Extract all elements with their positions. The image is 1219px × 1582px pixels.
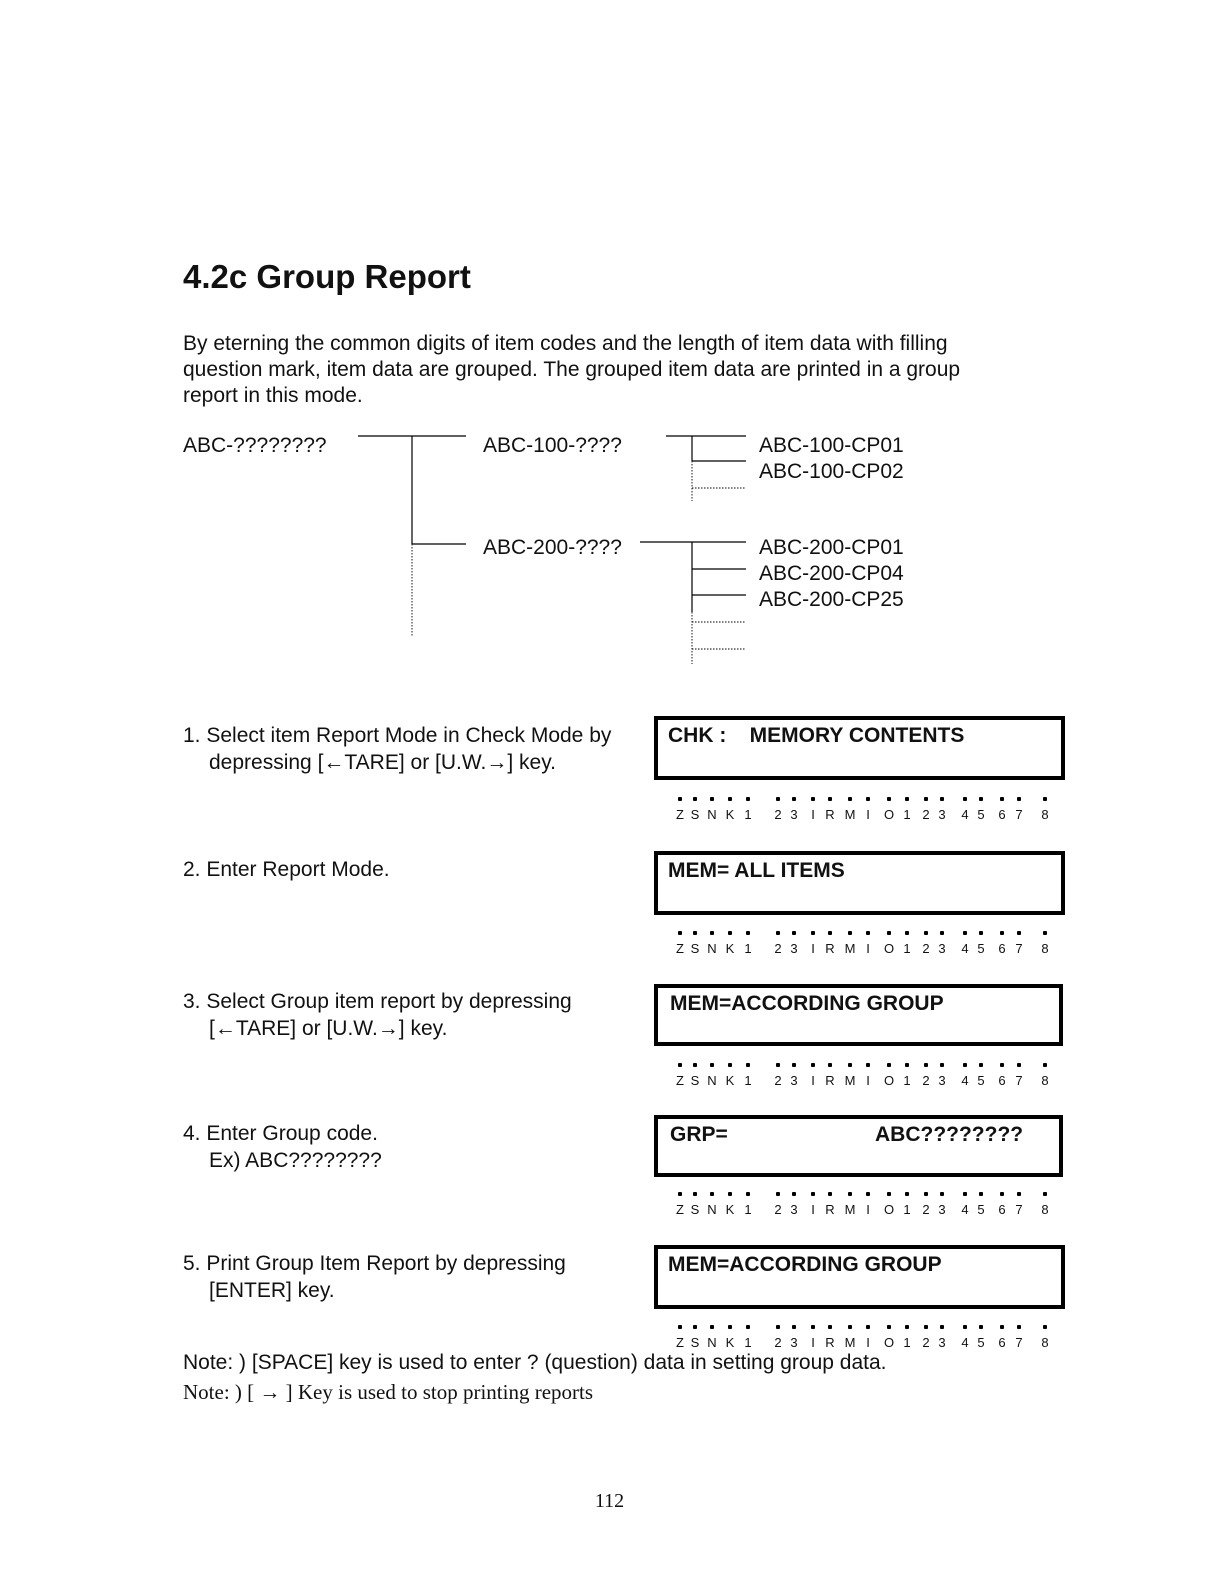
indicator-label: R [825, 1335, 835, 1350]
indicator-label: K [725, 1202, 735, 1217]
indicator-dot [1017, 931, 1021, 935]
indicator-label: 5 [977, 1202, 985, 1217]
indicator-dot [678, 1325, 682, 1329]
indicator-dot [940, 1192, 944, 1196]
indicator-label: S [690, 941, 700, 956]
indicator-label: 1 [903, 1202, 911, 1217]
indicator-dot [1017, 1063, 1021, 1067]
indicator-dot [866, 1192, 870, 1196]
indicator-label: 8 [1041, 1335, 1049, 1350]
intro-line: By eterning the common digits of item codes and the length of item data with filling [183, 332, 948, 355]
indicator-label: O [883, 1335, 895, 1350]
indicator-dot [887, 1325, 891, 1329]
indicator-dot [905, 1325, 909, 1329]
indicator-label: 7 [1015, 941, 1023, 956]
indicator-label: 8 [1041, 1073, 1049, 1088]
indicator-dot [940, 931, 944, 935]
indicator-dot [728, 1325, 732, 1329]
indicator-label: 3 [790, 807, 798, 822]
indicator-label: 5 [977, 1335, 985, 1350]
indicator-dot [848, 931, 852, 935]
indicator-dot [776, 1063, 780, 1067]
indicator-dot [776, 797, 780, 801]
step-line: 1. Select item Report Mode in Check Mode by [183, 724, 612, 747]
indicator-label: R [825, 807, 835, 822]
indicator-dot [924, 1325, 928, 1329]
indicator-label: 3 [938, 807, 946, 822]
step-line: 5. Print Group Item Report by depressing [183, 1252, 566, 1275]
indicator-label: 1 [903, 941, 911, 956]
indicator-label: 6 [998, 941, 1006, 956]
indicator-label: O [883, 1073, 895, 1088]
note-space-key: Note: ) [SPACE] key is used to enter ? (question) data in setting group data. [183, 1351, 887, 1374]
indicator-label: 3 [790, 1335, 798, 1350]
indicator-dot [746, 797, 750, 801]
indicator-dot [905, 1063, 909, 1067]
indicator-label: 7 [1015, 807, 1023, 822]
indicator-label: Z [676, 1202, 684, 1217]
indicator-dot [811, 797, 815, 801]
indicator-dot [811, 1192, 815, 1196]
page-number: 112 [594, 1490, 625, 1512]
intro-line: report in this mode. [183, 384, 363, 407]
indicator-dot [728, 797, 732, 801]
indicator-label: 2 [922, 1202, 930, 1217]
indicator-dot [848, 1192, 852, 1196]
indicator-label: 8 [1041, 807, 1049, 822]
indicator-label: S [690, 1073, 700, 1088]
step-2-instruction [183, 856, 390, 883]
indicator-label: 7 [1015, 1073, 1023, 1088]
indicator-label: 2 [774, 1202, 782, 1217]
indicator-label: 1 [744, 807, 752, 822]
indicator-dot [828, 1063, 832, 1067]
indicator-label: I [866, 1202, 870, 1217]
section-heading: 4.2c Group Report [183, 258, 471, 295]
indicator-dot [924, 931, 928, 935]
group-tree-diagram [0, 0, 1219, 700]
indicator-dot [811, 1325, 815, 1329]
indicator-label: M [844, 1073, 856, 1088]
indicator-label: 3 [938, 1335, 946, 1350]
indicator-row [669, 1063, 1059, 1099]
indicator-dot [924, 797, 928, 801]
indicator-dot [746, 1325, 750, 1329]
indicator-dot [887, 931, 891, 935]
indicator-dot [848, 1325, 852, 1329]
indicator-dot [828, 931, 832, 935]
indicator-label: 6 [998, 1335, 1006, 1350]
indicator-dot [979, 1192, 983, 1196]
indicator-label: O [883, 941, 895, 956]
indicator-dot [792, 1192, 796, 1196]
indicator-label: 1 [903, 1073, 911, 1088]
indicator-label: I [866, 1073, 870, 1088]
lcd-text: GRP= [670, 1123, 728, 1146]
indicator-dot [678, 1063, 682, 1067]
indicator-label: 5 [977, 807, 985, 822]
indicator-dot [979, 797, 983, 801]
indicator-dot [693, 797, 697, 801]
indicator-label: 6 [998, 807, 1006, 822]
indicator-label: I [866, 1335, 870, 1350]
indicator-label: I [811, 1073, 815, 1088]
indicator-label: 5 [977, 941, 985, 956]
indicator-dot [940, 1063, 944, 1067]
indicator-dot [828, 1325, 832, 1329]
indicator-label: M [844, 807, 856, 822]
indicator-row [669, 931, 1059, 967]
indicator-label: S [690, 807, 700, 822]
indicator-label: 4 [961, 1202, 969, 1217]
indicator-dot [811, 931, 815, 935]
indicator-dot [1043, 797, 1047, 801]
indicator-label: 3 [790, 941, 798, 956]
indicator-dot [979, 1325, 983, 1329]
indicator-label: M [844, 1202, 856, 1217]
tree-item-label: ABC-200-CP01 [759, 536, 904, 559]
lcd-text: MEM= ALL ITEMS [668, 859, 845, 882]
indicator-label: N [707, 1202, 717, 1217]
indicator-label: 2 [922, 1073, 930, 1088]
indicator-dot [979, 931, 983, 935]
indicator-label: R [825, 1073, 835, 1088]
indicator-label: 2 [922, 807, 930, 822]
indicator-label: M [844, 1335, 856, 1350]
indicator-dot [1043, 1325, 1047, 1329]
indicator-dot [828, 797, 832, 801]
indicator-dot [848, 797, 852, 801]
lcd-text: MEM=ACCORDING GROUP [668, 1253, 942, 1276]
indicator-dot [924, 1192, 928, 1196]
indicator-dot [1043, 1192, 1047, 1196]
step-line: 2. Enter Report Mode. [183, 858, 390, 881]
indicator-dot [710, 1325, 714, 1329]
indicator-label: K [725, 807, 735, 822]
indicator-label: N [707, 1335, 717, 1350]
indicator-label: 2 [774, 807, 782, 822]
indicator-dot [887, 797, 891, 801]
indicator-dot [728, 1192, 732, 1196]
indicator-dot [678, 931, 682, 935]
indicator-label: 4 [961, 941, 969, 956]
indicator-label: 2 [922, 1335, 930, 1350]
indicator-dot [728, 1063, 732, 1067]
indicator-label: K [725, 941, 735, 956]
indicator-label: O [883, 1202, 895, 1217]
indicator-dot [963, 1325, 967, 1329]
indicator-dot [678, 797, 682, 801]
indicator-dot [710, 797, 714, 801]
indicator-dot [940, 797, 944, 801]
indicator-dot [866, 1063, 870, 1067]
indicator-label: 2 [774, 1335, 782, 1350]
indicator-label: K [725, 1335, 735, 1350]
indicator-dot [693, 1192, 697, 1196]
indicator-label: Z [676, 1073, 684, 1088]
lcd-display-step-2 [654, 851, 1065, 915]
indicator-label: 6 [998, 1073, 1006, 1088]
indicator-label: 1 [744, 1073, 752, 1088]
indicator-dot [693, 1063, 697, 1067]
indicator-label: 2 [774, 1073, 782, 1088]
indicator-dot [811, 1063, 815, 1067]
lcd-value: ABC???????? [875, 1123, 1024, 1146]
indicator-dot [963, 797, 967, 801]
indicator-dot [866, 797, 870, 801]
indicator-dot [1000, 1325, 1004, 1329]
indicator-label: 3 [790, 1073, 798, 1088]
indicator-label: I [811, 941, 815, 956]
indicator-dot [792, 1325, 796, 1329]
step-line: 4. Enter Group code. [183, 1122, 378, 1145]
tree-item-label: ABC-200-CP04 [759, 562, 904, 585]
indicator-dot [940, 1325, 944, 1329]
indicator-dot [710, 931, 714, 935]
indicator-dot [887, 1192, 891, 1196]
indicator-dot [746, 1063, 750, 1067]
step-line: Ex) ABC???????? [209, 1149, 382, 1172]
indicator-dot [866, 1325, 870, 1329]
indicator-dot [1017, 797, 1021, 801]
lcd-display-step-4 [654, 1115, 1063, 1177]
lcd-text: CHK : MEMORY CONTENTS [668, 724, 965, 747]
tree-group2-label: ABC-200-???? [483, 536, 622, 559]
indicator-label: 7 [1015, 1335, 1023, 1350]
indicator-label: I [866, 807, 870, 822]
indicator-dot [1043, 931, 1047, 935]
indicator-label: S [690, 1335, 700, 1350]
step-3-instruction [183, 988, 572, 1042]
tree-item-label: ABC-200-CP25 [759, 588, 904, 611]
indicator-dot [710, 1063, 714, 1067]
indicator-label: 1 [744, 1202, 752, 1217]
indicator-label: R [825, 941, 835, 956]
indicator-dot [979, 1063, 983, 1067]
indicator-label: 7 [1015, 1202, 1023, 1217]
indicator-label: N [707, 941, 717, 956]
indicator-dot [776, 1192, 780, 1196]
step-1-instruction [183, 722, 611, 776]
intro-line: question mark, item data are grouped. The grouped item data are printed in a group [183, 358, 961, 381]
indicator-dot [1017, 1192, 1021, 1196]
indicator-dot [1017, 1325, 1021, 1329]
step-line: [ENTER] key. [209, 1279, 335, 1302]
indicator-label: R [825, 1202, 835, 1217]
indicator-dot [728, 931, 732, 935]
indicator-dot [905, 1192, 909, 1196]
step-line: [←TARE] or [U.W.→] key. [209, 1017, 448, 1040]
indicator-label: 3 [790, 1202, 798, 1217]
indicator-dot [792, 797, 796, 801]
indicator-dot [1043, 1063, 1047, 1067]
indicator-label: 4 [961, 1073, 969, 1088]
indicator-label: 4 [961, 1335, 969, 1350]
indicator-dot [1000, 1063, 1004, 1067]
indicator-label: 3 [938, 941, 946, 956]
indicator-dot [746, 1192, 750, 1196]
indicator-label: 6 [998, 1202, 1006, 1217]
indicator-dot [905, 931, 909, 935]
indicator-dot [905, 797, 909, 801]
indicator-dot [828, 1192, 832, 1196]
step-4-instruction [183, 1120, 382, 1174]
indicator-label: I [811, 1335, 815, 1350]
indicator-label: 8 [1041, 941, 1049, 956]
indicator-dot [963, 1192, 967, 1196]
tree-group1-label: ABC-100-???? [483, 434, 622, 457]
indicator-label: N [707, 807, 717, 822]
indicator-dot [963, 1063, 967, 1067]
indicator-label: 1 [744, 941, 752, 956]
indicator-label: 8 [1041, 1202, 1049, 1217]
indicator-label: 3 [938, 1073, 946, 1088]
indicator-label: K [725, 1073, 735, 1088]
indicator-label: 2 [922, 941, 930, 956]
indicator-label: 2 [774, 941, 782, 956]
lcd-text: MEM=ACCORDING GROUP [670, 992, 944, 1015]
indicator-row [669, 1192, 1059, 1228]
lcd-display-step-3 [654, 984, 1063, 1046]
indicator-dot [924, 1063, 928, 1067]
indicator-dot [693, 1325, 697, 1329]
indicator-label: 1 [744, 1335, 752, 1350]
indicator-dot [1000, 1192, 1004, 1196]
step-line: depressing [←TARE] or [U.W.→] key. [209, 751, 556, 774]
indicator-label: Z [676, 941, 684, 956]
lcd-display-step-5 [654, 1245, 1065, 1309]
indicator-label: 1 [903, 1335, 911, 1350]
indicator-label: S [690, 1202, 700, 1217]
indicator-label: 5 [977, 1073, 985, 1088]
step-5-instruction [183, 1250, 566, 1304]
indicator-dot [746, 931, 750, 935]
step-line: 3. Select Group item report by depressing [183, 990, 572, 1013]
indicator-dot [776, 1325, 780, 1329]
indicator-dot [1000, 797, 1004, 801]
indicator-label: 4 [961, 807, 969, 822]
indicator-dot [792, 931, 796, 935]
indicator-dot [963, 931, 967, 935]
tree-item-label: ABC-100-CP02 [759, 460, 904, 483]
indicator-dot [887, 1063, 891, 1067]
indicator-label: O [883, 807, 895, 822]
indicator-label: I [811, 1202, 815, 1217]
indicator-label: Z [676, 1335, 684, 1350]
indicator-label: M [844, 941, 856, 956]
indicator-label: 1 [903, 807, 911, 822]
indicator-dot [866, 931, 870, 935]
note-arrow-key: Note: ) [ → ] Key is used to stop printing reports [183, 1380, 594, 1404]
indicator-label: I [866, 941, 870, 956]
indicator-dot [848, 1063, 852, 1067]
indicator-label: I [811, 807, 815, 822]
indicator-label: N [707, 1073, 717, 1088]
indicator-dot [693, 931, 697, 935]
indicator-dot [776, 931, 780, 935]
tree-root-label: ABC-???????? [183, 434, 327, 457]
indicator-dot [678, 1192, 682, 1196]
lcd-display-step-1 [654, 716, 1065, 780]
tree-item-label: ABC-100-CP01 [759, 434, 904, 457]
indicator-dot [792, 1063, 796, 1067]
indicator-dot [710, 1192, 714, 1196]
indicator-label: 3 [938, 1202, 946, 1217]
indicator-row [669, 797, 1059, 833]
indicator-label: Z [676, 807, 684, 822]
indicator-dot [1000, 931, 1004, 935]
